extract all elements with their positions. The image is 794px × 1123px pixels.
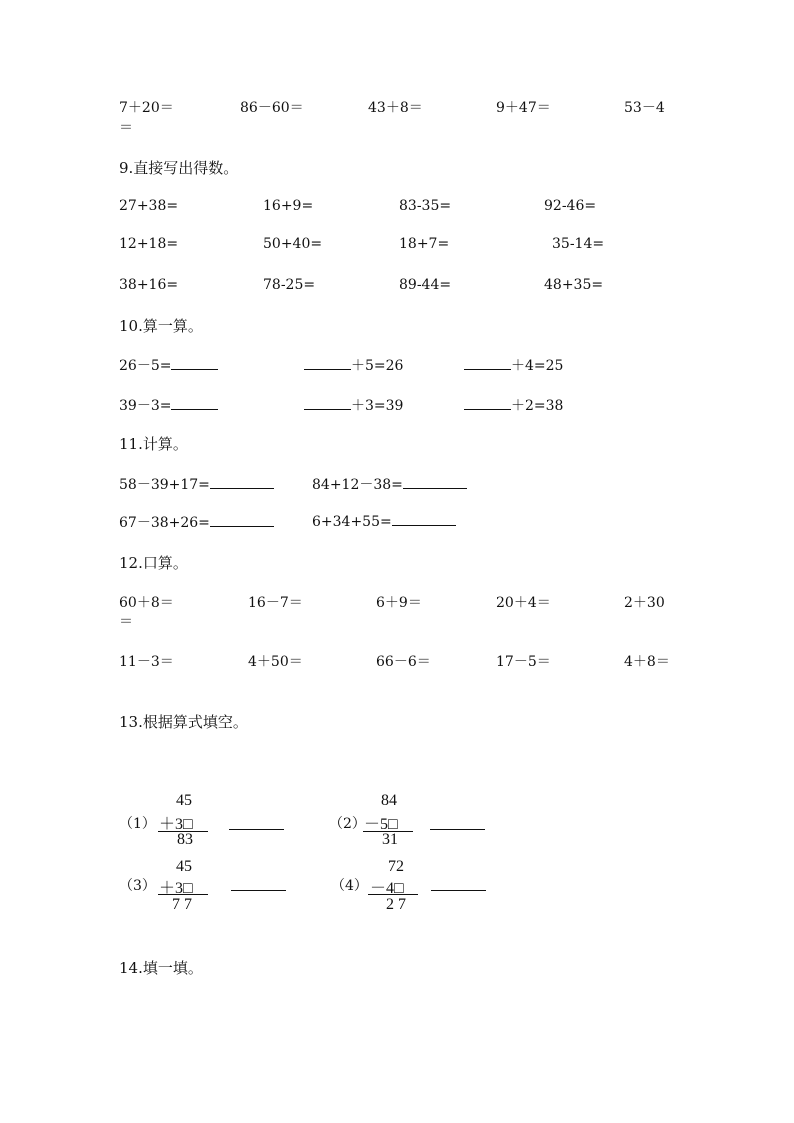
fill-problem (119, 512, 274, 532)
expression: 6+34+55= (312, 514, 392, 530)
answer-blank[interactable] (392, 512, 456, 526)
question-heading: 10.算一算。 (119, 317, 203, 335)
question-heading: 14.填一填。 (119, 959, 203, 977)
result-number: 2 7 (386, 896, 406, 913)
answer-blank[interactable] (431, 890, 486, 891)
result-number: 7 7 (172, 896, 192, 913)
problem: 12+18= (119, 236, 179, 252)
answer-blank[interactable] (403, 475, 467, 489)
problem-wrap: ＝ (119, 614, 133, 630)
expression: ＋4=25 (511, 358, 564, 374)
problem-label: （1） (119, 816, 156, 832)
problem: 53－4 (624, 100, 665, 116)
expression: 67－38+26= (119, 515, 210, 531)
answer-blank[interactable] (464, 356, 511, 370)
problem: 43＋8＝ (368, 100, 423, 116)
top-number: 45 (176, 858, 192, 875)
problem: 16+9= (263, 198, 314, 214)
expression: ＋3=39 (351, 398, 404, 414)
problem: 6＋9＝ (376, 595, 422, 611)
fill-problem (304, 355, 403, 375)
problem: 35-14= (552, 236, 605, 252)
problem: 17－5＝ (496, 654, 551, 670)
question-heading: 11.计算。 (119, 435, 188, 453)
problem: 60＋8＝ (119, 595, 174, 611)
top-number: 72 (388, 858, 404, 875)
expression: 39－3= (119, 398, 172, 414)
answer-blank[interactable] (430, 829, 485, 830)
fill-problem (312, 512, 456, 530)
expression: ＋2=38 (511, 398, 564, 414)
answer-blank[interactable] (229, 829, 284, 830)
fill-problem (464, 355, 563, 375)
problem: 20＋4＝ (496, 595, 551, 611)
problem-label: （3） (119, 878, 156, 894)
difference-line (368, 894, 418, 895)
problem: 89-44= (399, 277, 452, 293)
operand-row: ＋3□ (159, 880, 193, 897)
problem: 7＋20＝ (119, 100, 174, 116)
fill-problem (119, 395, 218, 415)
result-number: 31 (382, 831, 398, 848)
problem-label: （4） (331, 878, 368, 894)
top-number: 45 (176, 792, 192, 809)
fill-problem (119, 355, 218, 375)
problem: 78-25= (263, 277, 316, 293)
problem: 83-35= (399, 198, 452, 214)
sum-line (158, 894, 208, 895)
problem: 38+16= (119, 277, 179, 293)
question-heading: 13.根据算式填空。 (119, 713, 248, 731)
answer-blank[interactable] (171, 396, 218, 410)
problem: 48+35= (544, 277, 604, 293)
answer-blank[interactable] (210, 475, 274, 489)
fill-problem (312, 474, 467, 494)
top-number: 84 (381, 792, 397, 809)
problem: 18+7= (399, 236, 450, 252)
problem: 9＋47＝ (496, 100, 551, 116)
answer-blank[interactable] (464, 396, 511, 410)
problem: 2＋30 (624, 595, 665, 611)
problem: 86－60＝ (240, 100, 304, 116)
expression: 84+12－38= (312, 477, 403, 493)
fill-problem (464, 395, 563, 415)
answer-blank[interactable] (210, 513, 274, 527)
expression: ＋5=26 (351, 358, 404, 374)
problem: 92-46= (544, 198, 597, 214)
problem: 66－6＝ (376, 654, 431, 670)
operand-row: ＋3□ (159, 816, 193, 833)
result-number: 83 (177, 831, 193, 848)
problem: 4＋8＝ (624, 654, 670, 670)
question-heading: 12.口算。 (119, 554, 188, 572)
problem: 27+38= (119, 198, 179, 214)
question-heading: 9.直接写出得数。 (119, 159, 239, 177)
problem-label: （2） (329, 816, 366, 832)
answer-blank[interactable] (304, 356, 351, 370)
fill-problem (119, 474, 274, 494)
operand-row: －5□ (364, 816, 398, 833)
fill-problem (304, 395, 403, 415)
answer-blank[interactable] (231, 890, 286, 891)
answer-blank[interactable] (304, 396, 351, 410)
problem: 50+40= (263, 236, 323, 252)
answer-blank[interactable] (171, 356, 218, 370)
problem: 4＋50＝ (248, 654, 303, 670)
operand-row: －4□ (370, 880, 404, 897)
expression: 58－39+17= (119, 477, 210, 493)
problem: 11－3＝ (119, 654, 174, 670)
expression: 26－5= (119, 358, 172, 374)
problem-wrap: ＝ (119, 120, 133, 136)
problem: 16－7＝ (248, 595, 303, 611)
